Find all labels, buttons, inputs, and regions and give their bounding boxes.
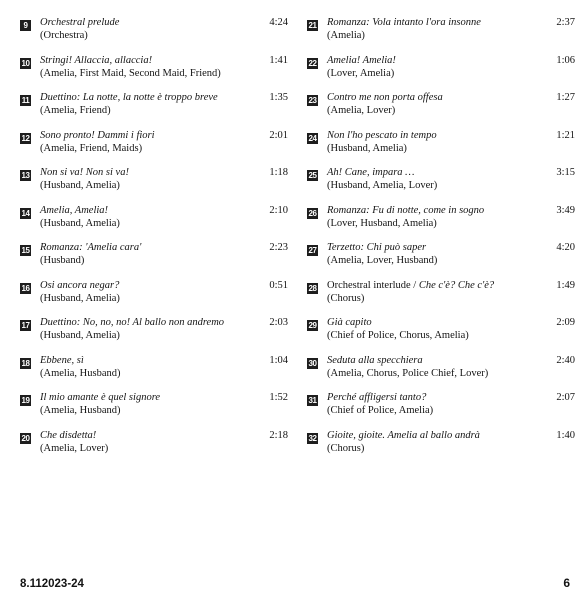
track-roles: (Amelia, First Maid, Second Maid, Friend) [40, 67, 221, 79]
track-number-badge: 31 [308, 396, 317, 405]
track-title-text: Romanza: Fu di notte, come in sogno [327, 204, 485, 216]
track-roles: (Amelia, Chorus, Police Chief, Lover) [327, 367, 489, 379]
track-entry [20, 164, 288, 202]
track-title [327, 92, 443, 103]
track-roles: (Amelia) [327, 30, 365, 41]
track-duration: 2:18 [269, 429, 288, 441]
track-title [40, 242, 141, 253]
track-title-text: Non l'ho pescato in tempo [327, 129, 437, 141]
track-roles: (Husband, Amelia, Lover) [327, 180, 438, 191]
track-entry [307, 239, 575, 277]
track-title-text: Seduta alla specchiera [327, 354, 423, 366]
track-title [327, 17, 481, 28]
track-roles: (Amelia, Husband) [40, 405, 121, 416]
track-entry [20, 427, 288, 465]
track-title [327, 55, 396, 66]
track-roles: (Orchestra) [40, 30, 88, 41]
track-title-text: Sono pronto! Dammi i fiori [40, 129, 155, 141]
track-number-badge: 12 [21, 133, 30, 143]
track-title [40, 92, 218, 103]
track-number-badge: 15 [21, 246, 30, 255]
track-title [327, 167, 415, 178]
tracklist-right-column [307, 14, 575, 464]
track-duration: 2:03 [269, 317, 288, 328]
track-entry [307, 427, 575, 465]
track-duration: 2:01 [269, 129, 288, 141]
track-title [327, 130, 437, 141]
track-duration: 3:15 [556, 167, 575, 178]
track-title-text: Che disdetta! [40, 429, 97, 441]
track-duration: 4:20 [556, 242, 575, 253]
page-number: 6 [563, 576, 570, 590]
track-title [40, 167, 129, 178]
track-title [40, 392, 160, 403]
track-title-text: Osi ancora negar? [40, 279, 120, 291]
track-roles: (Amelia, Husband) [40, 367, 121, 379]
track-title [327, 205, 484, 216]
track-number-badge: 17 [21, 321, 30, 330]
track-entry [20, 14, 288, 52]
track-duration: 2:10 [269, 204, 288, 216]
track-roles: (Amelia, Friend, Maids) [40, 142, 143, 154]
track-number-badge: 20 [21, 433, 30, 443]
catalog-number: 8.112023-24 [20, 578, 84, 590]
track-number-badge: 9 [20, 20, 31, 31]
track-title [327, 242, 426, 253]
track-title [327, 392, 426, 403]
track-title-text: Perché affligersi tanto? [327, 392, 427, 403]
track-roles: (Husband, Amelia) [40, 330, 120, 341]
track-number-badge: 21 [308, 21, 317, 30]
track-number-badge: 11 [21, 96, 30, 105]
track-entry [307, 314, 575, 352]
track-roles: (Husband, Amelia) [40, 217, 120, 229]
track-title-text: Gioite, gioite. Amelia al ballo andrà [327, 429, 480, 441]
track-entry [307, 127, 575, 165]
track-entry [20, 277, 288, 315]
track-title-text: Il mio amante è quel signore [40, 392, 161, 403]
track-number-badge: 19 [21, 396, 30, 405]
track-number-badge: 10 [21, 58, 30, 68]
track-duration: 1:52 [269, 392, 288, 403]
track-entry [20, 352, 288, 390]
track-duration: 1:18 [269, 167, 288, 178]
track-title [40, 280, 119, 291]
track-title [40, 430, 96, 441]
track-number-badge: 16 [21, 283, 30, 293]
track-title-plain: Orchestral interlude / [327, 279, 419, 291]
track-title-text: Amelia, Amelia! [40, 204, 109, 216]
track-number-badge: 18 [21, 358, 30, 368]
track-roles: (Chorus) [327, 442, 365, 454]
track-title-text: Romanza: Vola intanto l'ora insonne [327, 17, 481, 28]
track-entry [307, 389, 575, 427]
track-duration: 1:27 [556, 92, 575, 103]
track-title-text: Non si va! Non si va! [40, 167, 129, 178]
track-title [327, 355, 423, 366]
tracklist-left-column [20, 14, 288, 464]
track-duration: 1:04 [269, 354, 288, 366]
track-title-text: Romanza: 'Amelia cara' [40, 242, 142, 253]
track-title-text: Ebbene, sì [40, 354, 84, 366]
track-entry [307, 277, 575, 315]
track-number-badge: 32 [308, 433, 317, 443]
track-title [40, 317, 224, 328]
track-number-badge: 27 [308, 246, 317, 255]
track-duration: 2:09 [556, 317, 575, 328]
track-roles: (Lover, Husband, Amelia) [327, 217, 437, 229]
track-title [40, 355, 84, 366]
track-entry [20, 89, 288, 127]
track-number-badge: 24 [308, 133, 317, 143]
track-roles: (Chief of Police, Chorus, Amelia) [327, 330, 469, 341]
track-title-text: Orchestral prelude [40, 17, 120, 28]
track-duration: 1:41 [269, 54, 288, 66]
track-roles: (Lover, Amelia) [327, 67, 395, 79]
track-title [327, 280, 494, 291]
track-roles: (Amelia, Lover) [40, 442, 109, 454]
track-title [40, 17, 119, 28]
track-entry [20, 52, 288, 90]
track-title [40, 55, 152, 66]
track-title-text: Ah! Cane, impara … [327, 167, 415, 178]
track-number-badge: 22 [308, 58, 317, 68]
track-duration: 2:23 [269, 242, 288, 253]
track-entry [307, 89, 575, 127]
track-roles: (Amelia, Lover, Husband) [327, 255, 438, 266]
track-duration: 3:49 [556, 204, 575, 216]
track-duration: 1:21 [556, 129, 575, 141]
track-roles: (Husband, Amelia) [40, 292, 120, 304]
track-entry [307, 352, 575, 390]
track-entry [307, 202, 575, 240]
track-title [327, 430, 480, 441]
track-title [327, 317, 372, 328]
track-entry [20, 127, 288, 165]
track-entry [20, 314, 288, 352]
track-entry [307, 14, 575, 52]
track-title-text: Amelia! Amelia! [327, 54, 396, 66]
track-title-text: Stringi! Allaccia, allaccia! [40, 54, 153, 66]
track-number-badge: 13 [21, 171, 30, 180]
track-title-text: Duettino: La notte, la notte è troppo breve [40, 92, 218, 103]
track-duration: 1:49 [556, 279, 575, 291]
track-title-text: Terzetto: Chi può saper [327, 242, 427, 253]
track-roles: (Amelia, Lover) [327, 105, 396, 116]
track-number-badge: 25 [308, 171, 317, 180]
track-title [40, 205, 108, 216]
track-duration: 1:06 [556, 54, 575, 66]
track-entry [307, 52, 575, 90]
track-duration: 1:40 [556, 429, 575, 441]
track-number-badge: 26 [308, 208, 317, 218]
track-number-badge: 14 [21, 208, 30, 218]
track-duration: 2:40 [556, 354, 575, 366]
track-entry [307, 164, 575, 202]
track-roles: (Husband) [40, 255, 85, 266]
track-roles: (Chorus) [327, 292, 365, 304]
track-title-text: Che c'è? Che c'è? [418, 279, 495, 291]
track-roles: (Chief of Police, Amelia) [327, 405, 434, 416]
track-roles: (Husband, Amelia) [40, 180, 120, 191]
track-title-text: Già capito [327, 317, 372, 328]
track-entry [20, 239, 288, 277]
track-number-badge: 23 [308, 96, 317, 105]
track-duration: 2:37 [556, 17, 575, 28]
track-number-badge: 28 [308, 283, 317, 293]
track-roles: (Husband, Amelia) [327, 142, 407, 154]
track-duration: 4:24 [269, 17, 288, 28]
track-duration: 0:51 [269, 279, 288, 291]
track-title-text: Contro me non porta offesa [327, 92, 443, 103]
track-entry [20, 202, 288, 240]
track-duration: 2:07 [556, 392, 575, 403]
track-title [40, 130, 155, 141]
track-number-badge: 30 [308, 358, 317, 368]
track-roles: (Amelia, Friend) [40, 105, 111, 116]
track-number-badge: 29 [308, 321, 317, 330]
track-title-text: Duettino: No, no, no! Al ballo non andremo [40, 317, 225, 328]
track-duration: 1:35 [269, 92, 288, 103]
track-entry [20, 389, 288, 427]
